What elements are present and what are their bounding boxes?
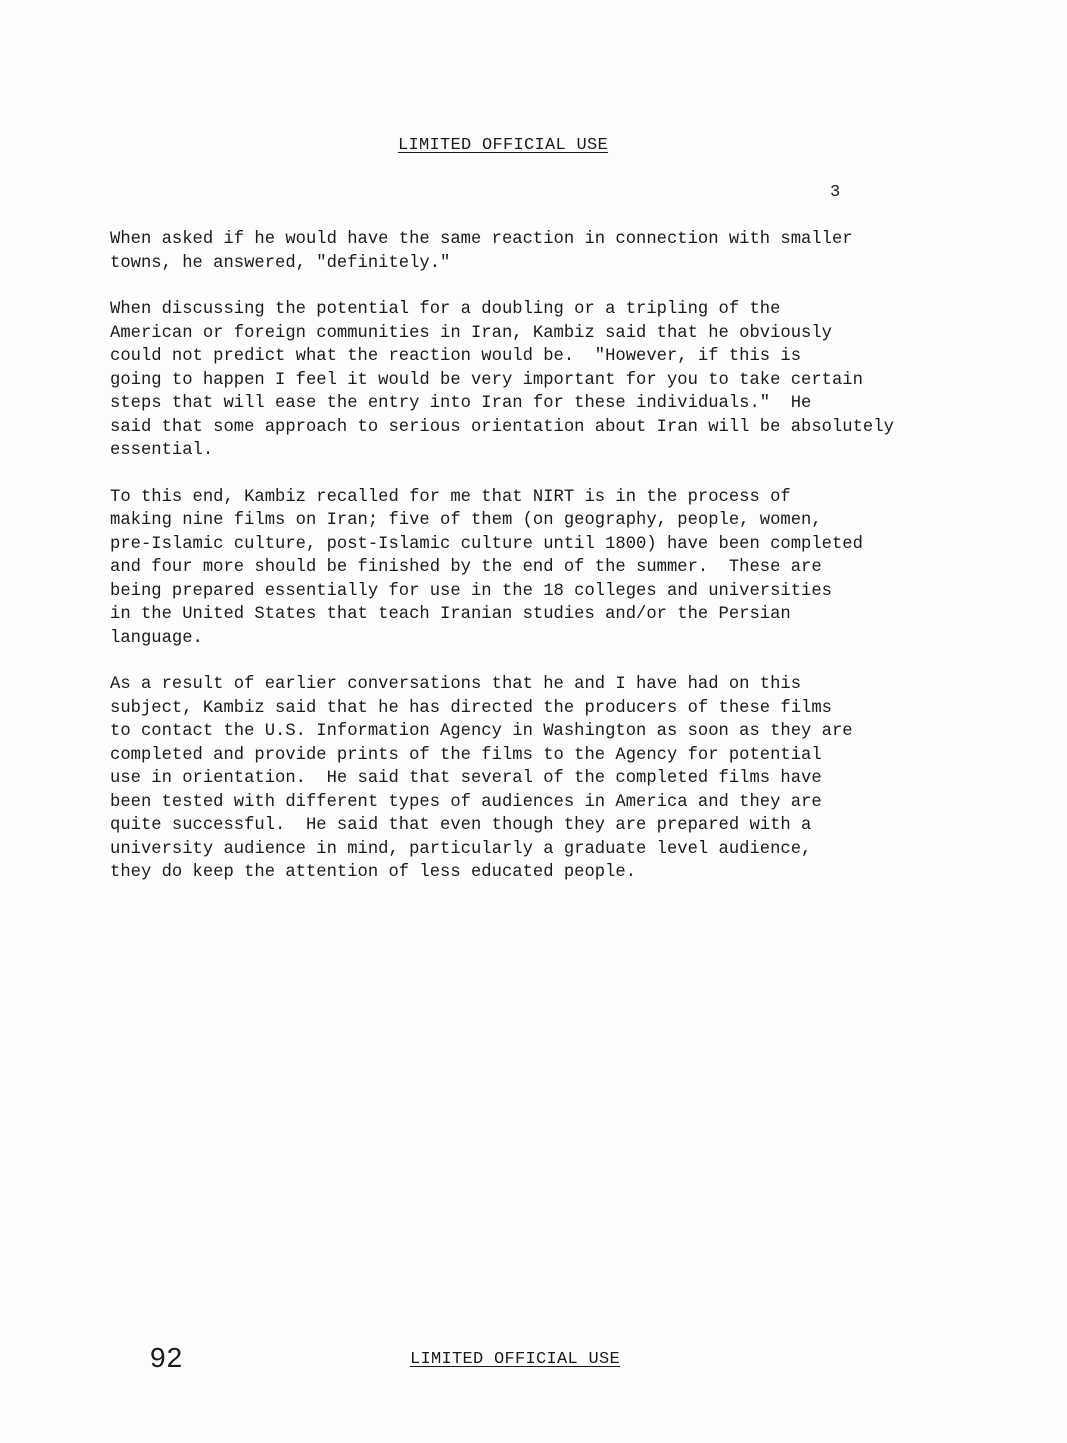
text-line: completed and provide prints of the films to the Agency for potential [110,745,822,765]
archive-page-number: 92 [150,1342,184,1373]
text-line: subject, Kambiz said that he has directed the producers of these films [110,698,832,718]
text-line: use in orientation. He said that several of the completed films have [110,769,822,788]
classification-header: LIMITED OFFICIAL USE [398,136,609,155]
paragraph-1 [110,228,1015,275]
text-line: going to happen I feel it would be very important for you to take certain [110,370,863,390]
text-line: pre-Islamic culture, post-Islamic culture until 1800) have been completed [110,534,863,554]
text-line: steps that will ease the entry into Iran for these individuals." He [110,394,812,413]
text-line: When discussing the potential for a doubling or a tripling of the [110,300,781,319]
paragraph-2 [110,298,1015,463]
text-line: they do keep the attention of less educated people. [110,863,637,882]
text-line: to contact the U.S. Information Agency in Washington as soon as they are [110,722,853,741]
text-line: could not predict what the reaction would be. "However, if this is [110,347,802,366]
text-line: American or foreign communities in Iran, Kambiz said that he obviously [110,323,832,343]
paragraph-3 [110,486,1015,651]
page-number: 3 [830,183,841,202]
text-line: quite successful. He said that even though they are prepared with a [110,816,812,835]
text-line: essential. [110,441,214,460]
text-line: making nine films on Iran; five of them (on geography, people, women, [110,511,822,530]
text-line: in the United States that teach Iranian studies and/or the Persian [110,605,791,624]
document-body [110,228,1015,908]
text-line: said that some approach to serious orientation about Iran will be absolutely [110,417,894,437]
paragraph-4 [110,673,1015,885]
text-line: and four more should be finished by the end of the summer. These are [110,558,822,577]
text-line: university audience in mind, particularly a graduate level audience, [110,839,812,859]
text-line: been tested with different types of audiences in America and they are [110,792,822,812]
text-line: language. [110,628,203,648]
text-line: As a result of earlier conversations that he and I have had on this [110,675,802,694]
classification-footer: LIMITED OFFICIAL USE [410,1350,621,1369]
text-line: To this end, Kambiz recalled for me that NIRT is in the process of [110,487,791,507]
text-line: towns, he answered, "definitely." [110,253,451,273]
text-line: being prepared essentially for use in the 18 colleges and universities [110,581,832,601]
text-line: When asked if he would have the same reaction in connection with smaller [110,230,853,249]
